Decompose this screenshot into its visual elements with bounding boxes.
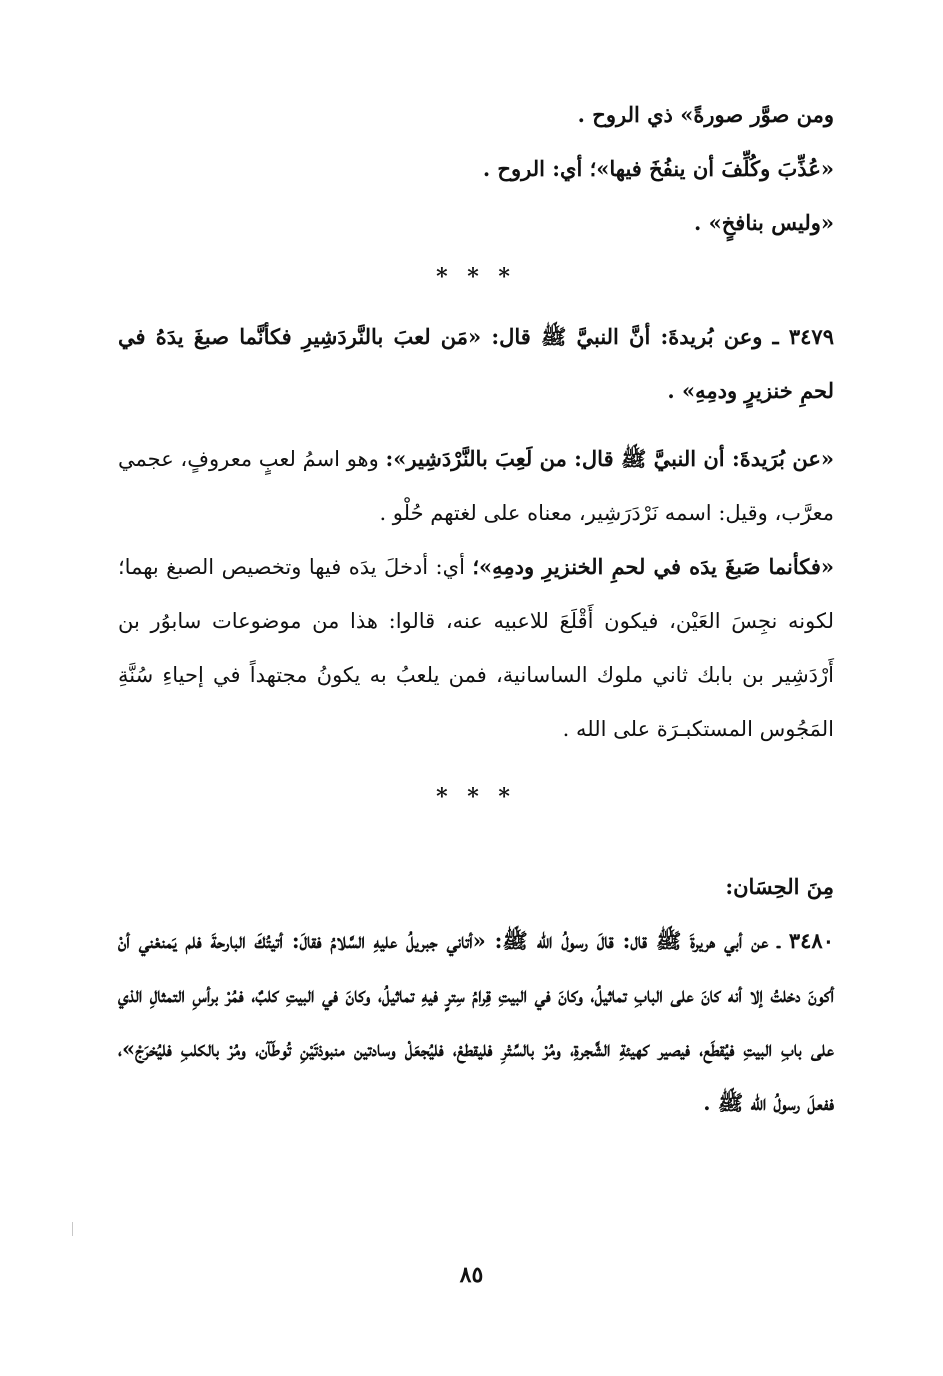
- text-line-2: «عُذِّبَ وكُلِّفَ أن ينفُخَ فيها»؛ أي: الروح .: [482, 156, 834, 181]
- section-heading: مِنَ الحِسَان:: [725, 874, 834, 899]
- hadith-3480: ٣٤٨٠ ـ عن أبي هريرةَ ﷺ قال: قالَ رسولُ الله ﷺ: «أتاني جبريلُ عليهِ السَّلامُ فقالَ: أتيتُكَ البارحةَ فلم يَمنعْني أنْ أكونَ دخلتُ إلا أنه كانَ على البابِ تماثيلُ، وكانَ في البيتِ قِرامُ سِترٍ فيهِ تماثيلُ، وكانَ في البيتِ كلبٌ، فمُرْ برأسِ التمثالِ الذي على بابِ البيتِ فيُقطَع، فيصير كهيئةِ الشَّجرةِ، ومُرْ بالسِّتْرِ فليقطعْ، فليُجعَلْ وسادتين منبوذتَيْنِ تُوطَآن، ومُرْ بالكلبِ فليُخرَجْ»، ففعلَ رسولُ الله ﷺ .: [118, 928, 834, 1115]
- hadith-3479: ٣٤٧٩ ـ وعن بُريدةَ: أنَّ النبيَّ ﷺ قال: «مَن لعبَ بالنَّردَشِيرِ فكأنَّما صبغَ يدَهُ في لحمِ خنزيرٍ ودمِهِ» .: [118, 324, 834, 403]
- page-body: [118, 88, 834, 1130]
- commentary-explanation: أي: أدخلَ يدَه فيها وتخصيص الصبغ بهما؛ لكونه نجِسَ العَيْن، فيكون أَقْلَعَ للاعبيه عنه، قالوا: هذا من موضوعات سابوُر بن أَرْدَشِير بن بابك ثاني ملوك الساسانية، فمن يلعبُ به يكونُ مجتهداً في إحياءِ سُنَّةِ المَجُوس المستكبـرَة على الله .: [118, 555, 834, 741]
- margin-mark: [72, 1222, 73, 1236]
- section-separator: * * *: [436, 264, 516, 290]
- commentary-3479-para-1: [118, 432, 834, 540]
- text-line-3: «وليس بنافخٍ» .: [693, 210, 834, 235]
- commentary-explanation: وهو اسمُ لعبٍ معروفٍ، عجمي معرَّب، وقيل: اسمه نَرْدَرَشِير، معناه على لغتهم حُلْو .: [118, 447, 834, 525]
- commentary-quote: «عن بُرَيدةَ: أن النبيَّ ﷺ قال: من لَعِبَ بالنَّرْدَشِير»:: [385, 446, 834, 471]
- section-separator: * * *: [436, 784, 516, 810]
- page-number: ٨٥: [459, 1262, 484, 1288]
- text-line-1: ومن صوَّر صورةً» ذي الروح .: [577, 102, 834, 127]
- commentary-3479-para-2: [118, 540, 834, 756]
- commentary-quote: «فكأنما صَبغَ يدَه في لحمِ الخنزيرِ ودمِهِ»؛: [472, 554, 835, 579]
